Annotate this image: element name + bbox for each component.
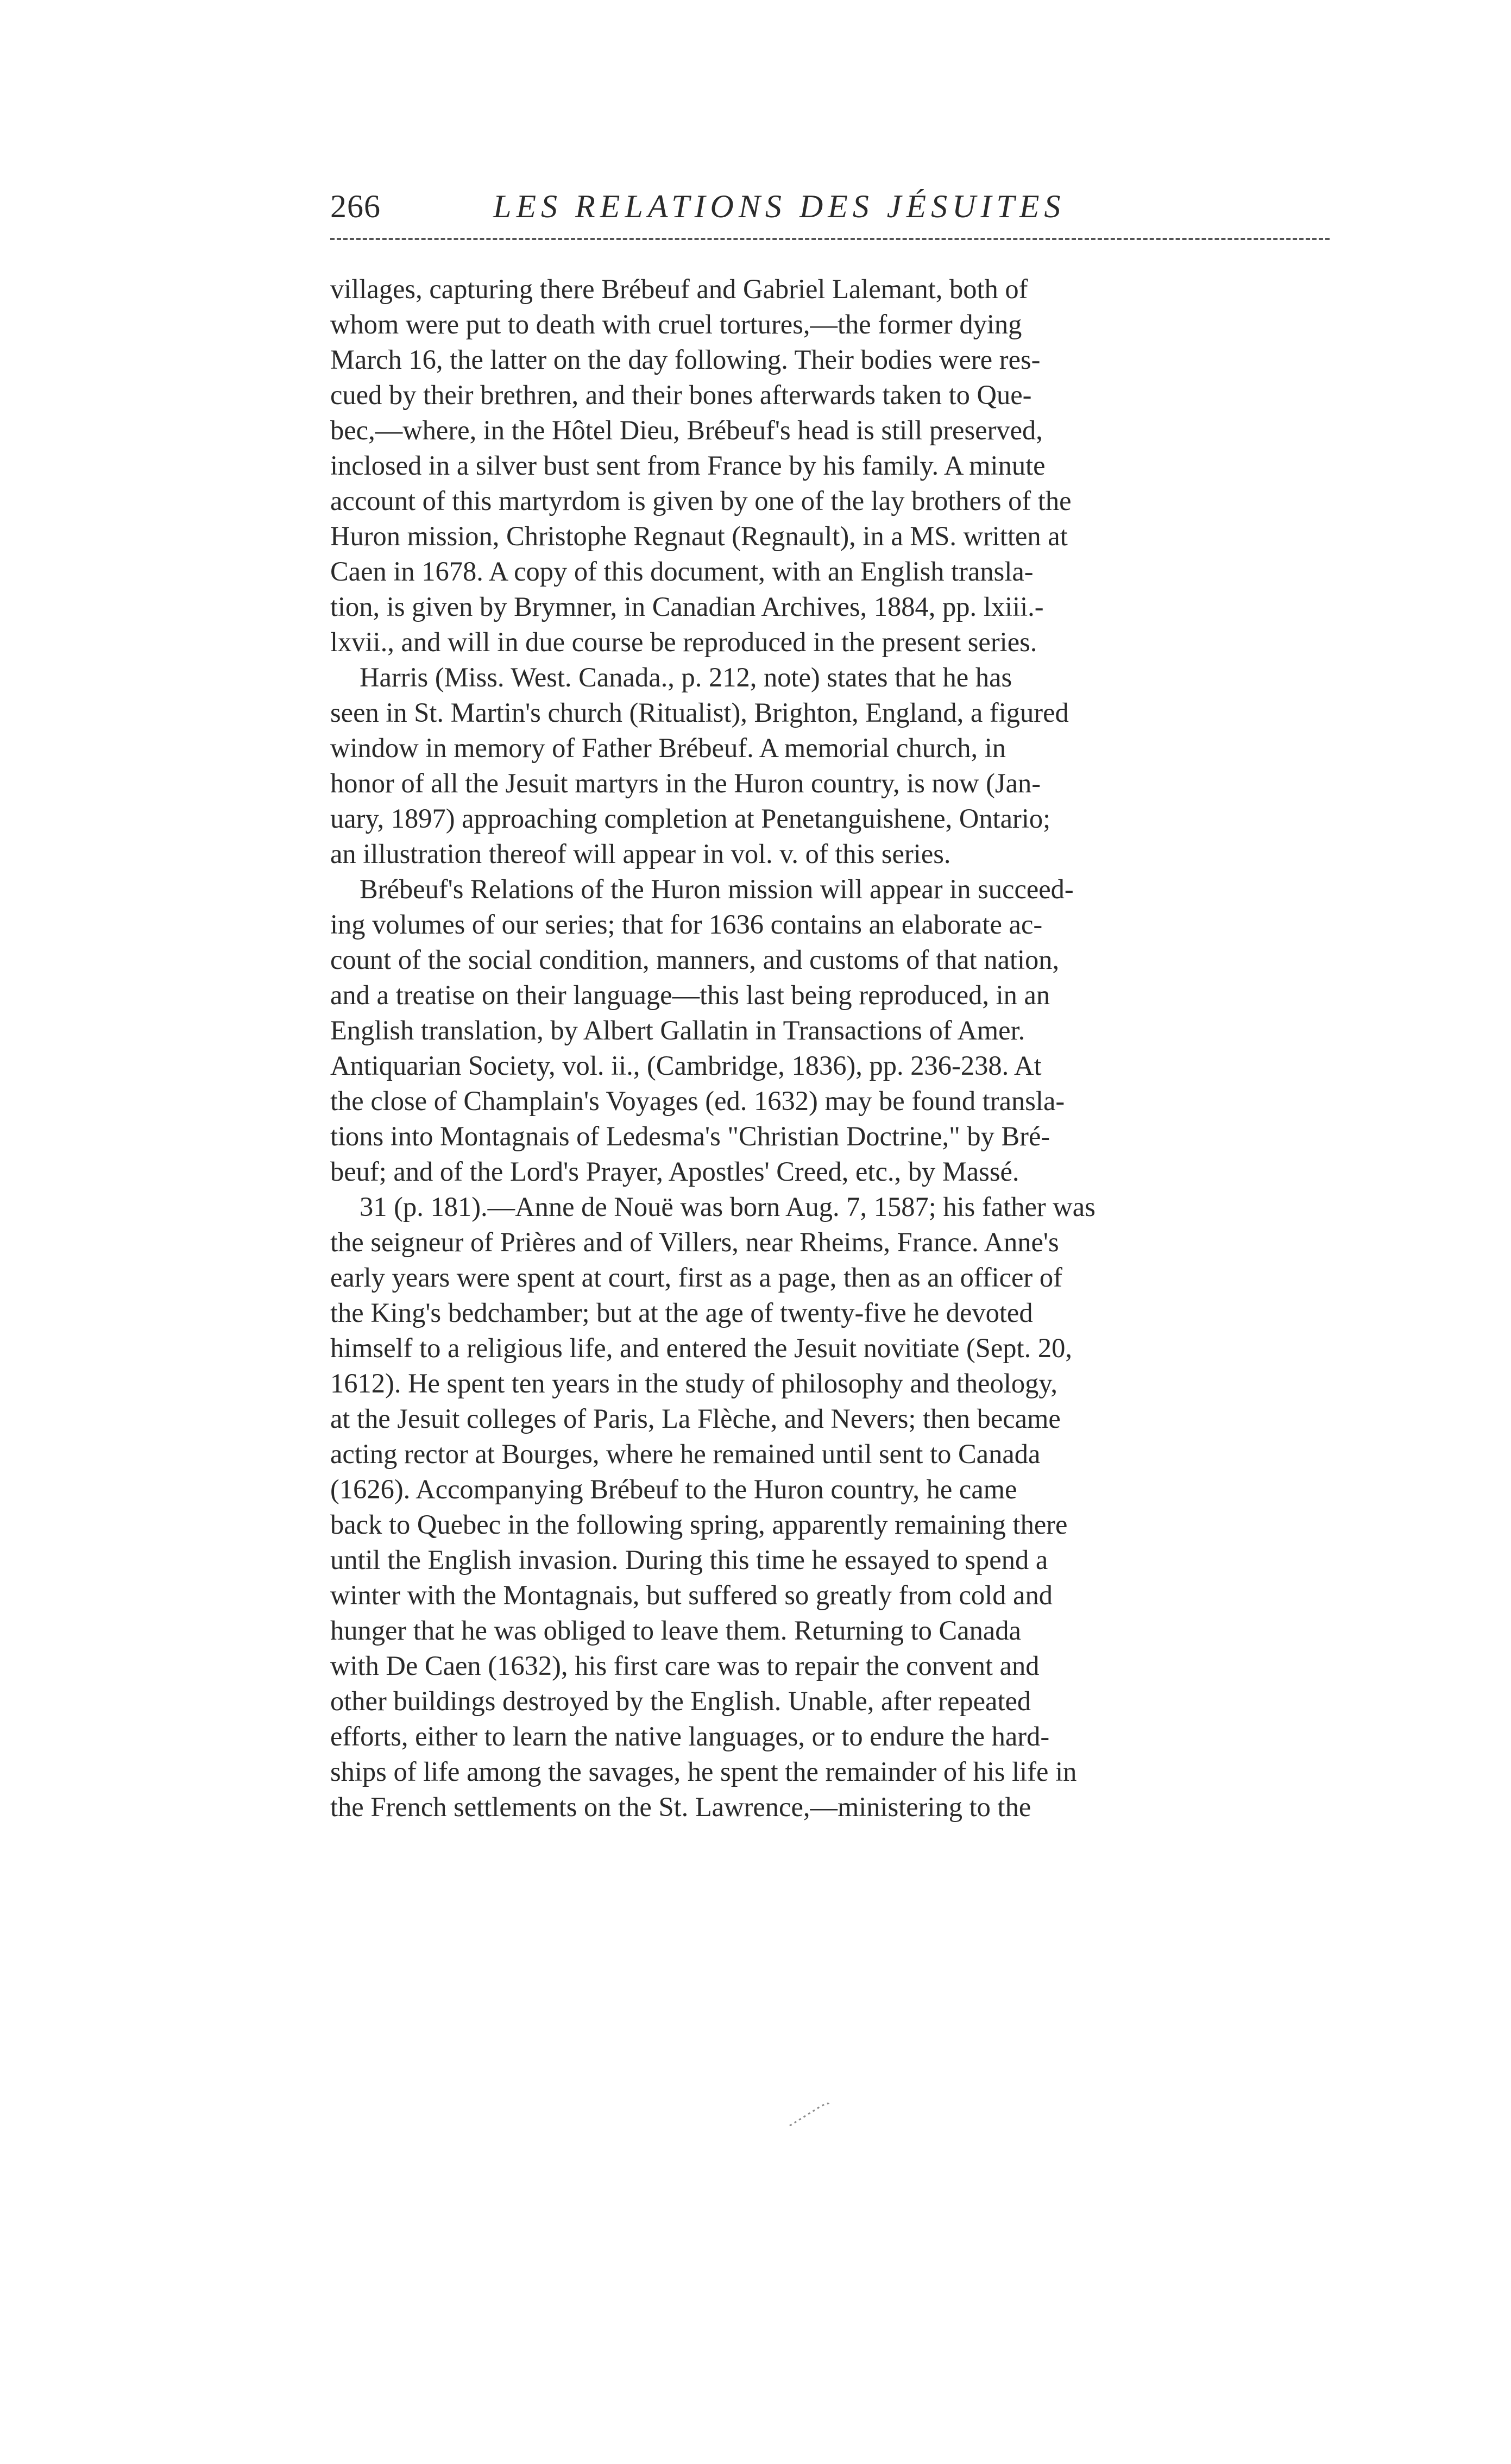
paragraph [330, 272, 1330, 660]
text-line: Harris (Miss. West. Canada., p. 212, note) states that he has [360, 662, 1012, 692]
stray-ink-mark [788, 2102, 831, 2129]
text-line: 31 (p. 181).—Anne de Nouë was born Aug. 7, 1587; his father was [360, 1192, 1096, 1222]
text-body [330, 272, 1330, 1825]
page-number: 266 [330, 188, 381, 224]
text-line: an illustration thereof will appear in vol. v. of this series. [330, 839, 951, 869]
text-line: with De Caen (1632), his first care was to repair the convent and [330, 1650, 1040, 1681]
text-line: ships of life among the savages, he spent the remainder of his life in [330, 1756, 1077, 1787]
text-line: winter with the Montagnais, but suffered so greatly from cold and [330, 1580, 1053, 1610]
text-line: other buildings destroyed by the English. Unable, after repeated [330, 1686, 1031, 1716]
text-line: count of the social condition, manners, and customs of that nation, [330, 944, 1060, 975]
text-line: bec,—where, in the Hôtel Dieu, Brébeuf's head is still preserved, [330, 415, 1043, 445]
text-line: the King's bedchamber; but at the age of twenty-five he devoted [330, 1297, 1033, 1328]
text-line: tions into Montagnais of Ledesma's "Christian Doctrine," by Bré- [330, 1121, 1050, 1151]
text-line: honor of all the Jesuit martyrs in the Huron country, is now (Jan- [330, 768, 1041, 798]
text-line: the French settlements on the St. Lawrence,—ministering to the [330, 1792, 1031, 1822]
paragraph [330, 872, 1330, 1189]
text-line: Caen in 1678. A copy of this document, with an English transla- [330, 556, 1034, 587]
text-line: Huron mission, Christophe Regnaut (Regnault), in a MS. written at [330, 521, 1068, 551]
text-line: Brébeuf's Relations of the Huron mission will appear in succeed- [360, 874, 1074, 904]
text-line: efforts, either to learn the native languages, or to endure the hard- [330, 1721, 1050, 1751]
text-line: and a treatise on their language—this last being reproduced, in an [330, 980, 1050, 1010]
text-line: cued by their brethren, and their bones afterwards taken to Que- [330, 380, 1032, 410]
text-line: 1612). He spent ten years in the study of philosophy and theology, [330, 1368, 1057, 1398]
paragraph [330, 1189, 1330, 1825]
text-line: English translation, by Albert Gallatin in Transactions of Amer. [330, 1015, 1025, 1045]
text-line: ing volumes of our series; that for 1636 contains an elaborate ac- [330, 909, 1043, 940]
text-line: until the English invasion. During this time he essayed to spend a [330, 1545, 1048, 1575]
text-line: window in memory of Father Brébeuf. A memorial church, in [330, 733, 1006, 763]
text-line: the close of Champlain's Voyages (ed. 1632) may be found transla- [330, 1086, 1065, 1116]
page-header [330, 185, 1330, 228]
paragraph [330, 660, 1330, 872]
text-line: villages, capturing there Brébeuf and Gabriel Lalemant, both of [330, 274, 1028, 304]
text-line: inclosed in a silver bust sent from France by his family. A minute [330, 450, 1046, 481]
text-line: the seigneur of Prières and of Villers, near Rheims, France. Anne's [330, 1227, 1059, 1257]
text-line: Antiquarian Society, vol. ii., (Cambridge, 1836), pp. 236-238. At [330, 1050, 1042, 1081]
text-line: seen in St. Martin's church (Ritualist), Brighton, England, a figured [330, 697, 1069, 728]
running-title: LES RELATIONS DES JÉSUITES [493, 188, 1066, 224]
text-line: acting rector at Bourges, where he remained until sent to Canada [330, 1439, 1041, 1469]
text-line: hunger that he was obliged to leave them. Returning to Canada [330, 1615, 1021, 1646]
header-divider [330, 238, 1330, 240]
text-line: early years were spent at court, first as a page, then as an officer of [330, 1262, 1062, 1293]
text-line: back to Quebec in the following spring, apparently remaining there [330, 1509, 1068, 1540]
text-line: (1626). Accompanying Brébeuf to the Huron country, he came [330, 1474, 1017, 1504]
text-line: lxvii., and will in due course be reproduced in the present series. [330, 627, 1037, 657]
text-line: whom were put to death with cruel tortures,—the former dying [330, 309, 1022, 339]
text-line: at the Jesuit colleges of Paris, La Flèche, and Nevers; then became [330, 1403, 1061, 1434]
text-line: tion, is given by Brymner, in Canadian Archives, 1884, pp. lxiii.- [330, 591, 1044, 622]
text-line: uary, 1897) approaching completion at Penetanguishene, Ontario; [330, 803, 1051, 834]
text-line: beuf; and of the Lord's Prayer, Apostles' Creed, etc., by Massé. [330, 1156, 1019, 1187]
text-line: March 16, the latter on the day following. Their bodies were res- [330, 344, 1041, 375]
text-line: himself to a religious life, and entered the Jesuit novitiate (Sept. 20, [330, 1333, 1072, 1363]
text-line: account of this martyrdom is given by one of the lay brothers of the [330, 486, 1072, 516]
